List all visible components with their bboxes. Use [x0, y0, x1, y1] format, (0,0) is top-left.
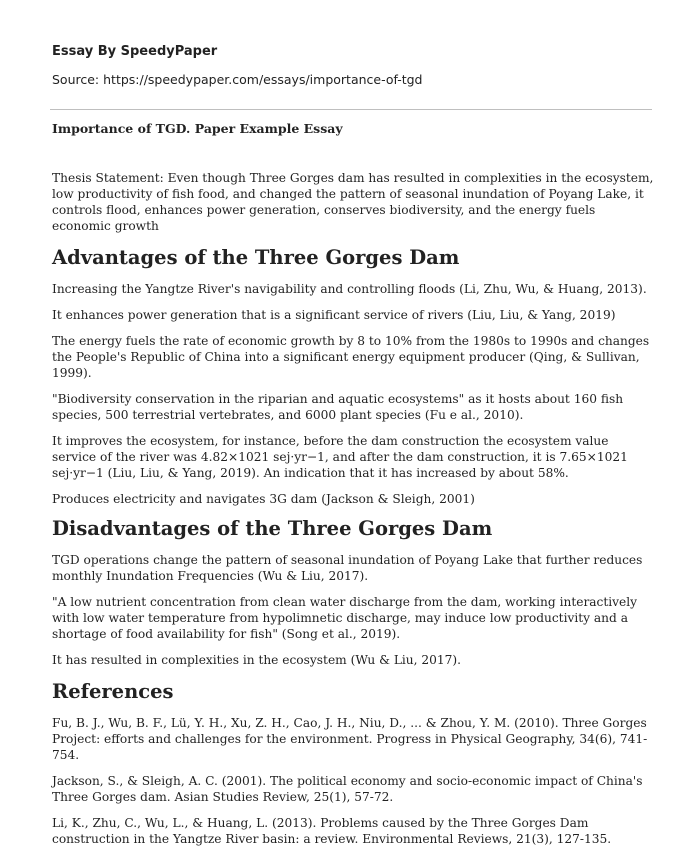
- publisher-title: Essay By SpeedyPaper: [52, 44, 218, 59]
- header-divider: [50, 109, 652, 110]
- advantage-paragraph: "Biodiversity conservation in the riparian and aquatic ecosystems" as it hosts about 160 fish species, 500 terrestrial vertebrates, and 6000 plant species (Fu e al., 2010).: [52, 392, 624, 422]
- disadvantages-heading: Disadvantages of the Three Gorges Dam: [52, 517, 493, 540]
- essay-body: [52, 170, 654, 857]
- reference-item: Jackson, S., & Sleigh, A. C. (2001). The political economy and socio-economic impact of China's Three Gorges dam. Asian Studies Review, 25(1), 57-72.: [52, 774, 643, 804]
- advantage-paragraph: It enhances power generation that is a significant service of rivers (Liu, Liu, & Yang, 2019): [52, 308, 616, 322]
- thesis-statement: Thesis Statement: Even though Three Gorges dam has resulted in complexities in the ecosystem, low productivity of fish food, and changed the pattern of seasonal inundation of Poyang Lake, it controls flood, enhances power generation, conserves biodiversity, and the energy fuels economic growth: [52, 171, 654, 233]
- references-heading: References: [52, 680, 174, 703]
- essay-title: Importance of TGD. Paper Example Essay: [52, 121, 343, 136]
- reference-item: Fu, B. J., Wu, B. F., Lü, Y. H., Xu, Z. H., Cao, J. H., Niu, D., ... & Zhou, Y. M. (2010). Three Gorges Project: efforts and challenges for the environment. Progress in Physical Geography, 34(6), 741-754.: [52, 716, 648, 762]
- advantage-paragraph: Produces electricity and navigates 3G dam (Jackson & Sleigh, 2001): [52, 492, 475, 506]
- advantage-paragraph: Increasing the Yangtze River's navigability and controlling floods (Li, Zhu, Wu, & Huang, 2013).: [52, 282, 647, 296]
- advantage-paragraph: The energy fuels the rate of economic growth by 8 to 10% from the 1980s to 1990s and changes the People's Republic of China into a significant energy equipment producer (Qing, & Sullivan, 1999).: [52, 334, 650, 380]
- advantages-heading: Advantages of the Three Gorges Dam: [52, 246, 460, 269]
- disadvantage-paragraph: TGD operations change the pattern of seasonal inundation of Poyang Lake that further reduces monthly Inundation Frequencies (Wu & Liu, 2017).: [52, 553, 643, 583]
- disadvantage-paragraph: It has resulted in complexities in the ecosystem (Wu & Liu, 2017).: [52, 653, 462, 667]
- reference-item: Li, K., Zhu, C., Wu, L., & Huang, L. (2013). Problems caused by the Three Gorges Dam construction in the Yangtze River basin: a review. Environmental Reviews, 21(3), 127-135.: [52, 816, 612, 846]
- source-url: Source: https://speedypaper.com/essays/importance-of-tgd: [52, 72, 423, 87]
- advantage-paragraph: It improves the ecosystem, for instance, before the dam construction the ecosystem value service of the river was 4.82×1021 sej·yr−1, and after the dam construction, it is 7.65×1021 sej·yr−1 (Liu, Liu, & Yang, 2019). An indication that it has increased by about 58%.: [52, 434, 628, 480]
- disadvantage-paragraph: "A low nutrient concentration from clean water discharge from the dam, working interactively with low water temperature from hypolimnetic discharge, may induce low productivity and a shortage of food availability for fish" (Song et al., 2019).: [52, 595, 638, 641]
